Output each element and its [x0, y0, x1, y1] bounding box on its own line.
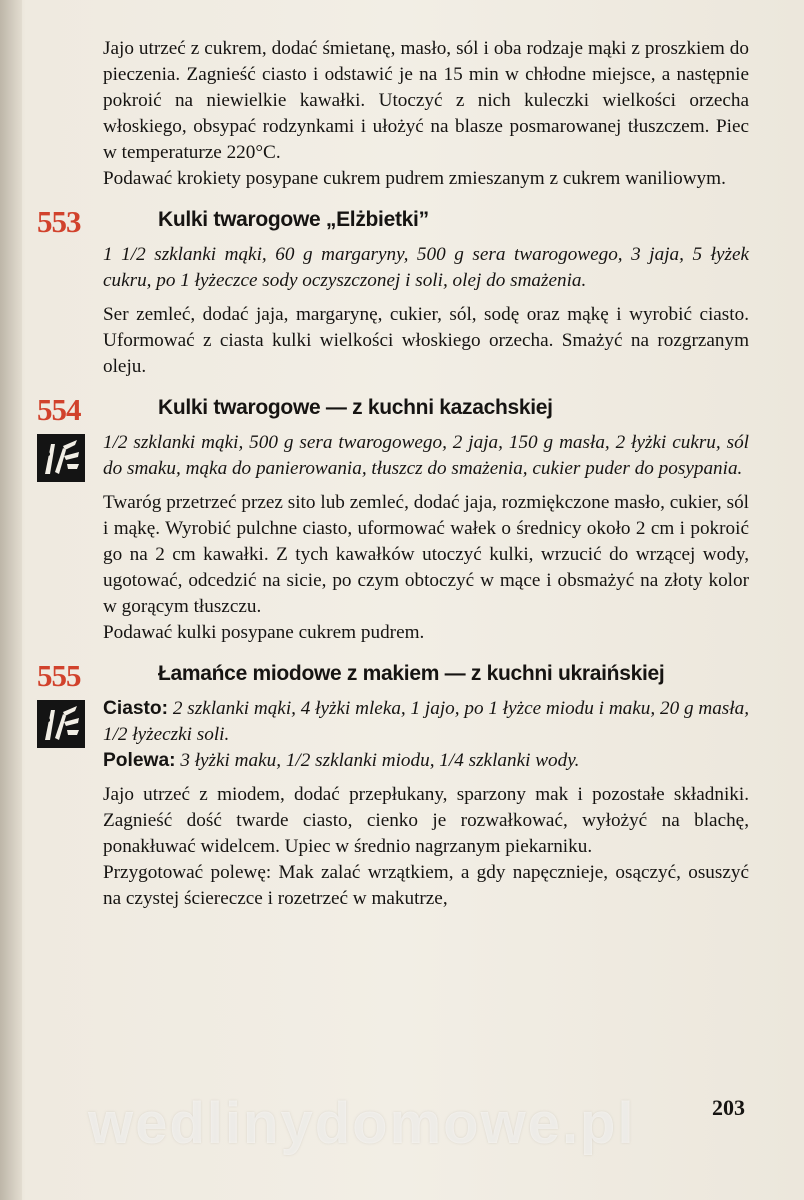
- recipe-serving: Podawać kulki posypane cukrem pudrem.: [103, 622, 425, 643]
- recipe-title: Łamańce miodowe z makiem — z kuchni ukraińskiej: [158, 662, 665, 685]
- recipe-number: 553: [37, 204, 81, 239]
- recipe-dough-ingredients: [103, 696, 749, 748]
- recipe-step: Jajo utrzeć z miodem, dodać przepłukany, sparzony mak i pozostałe składniki. Zagnieść dość twarde ciasto, cienko je rozwałkować, wyłożyć na blachę, ponakłuwać widelcem. Upiec w średnio nagrzanym piekarniku.: [103, 784, 749, 857]
- recipe-title: Kulki twarogowe „Elżbietki”: [158, 208, 429, 231]
- recipe-553: [37, 204, 749, 380]
- recipe-ingredients: 1 1/2 szklanki mąki, 60 g margaryny, 500 g sera twarogowego, 3 jaja, 5 łyżek cukru, po 1 łyżeczce sody oczyszczonej i soli, olej do smażenia.: [103, 244, 749, 291]
- recipe-title: Kulki twarogowe — z kuchni kazachskiej: [158, 396, 553, 419]
- recipe-ingredients: 1/2 szklanki mąki, 500 g sera twarogowego, 2 jaja, 150 g masła, 2 łyżki cukru, sól do smaku, mąka do panierowania, tłuszcz do smażenia, cukier puder do posypania.: [103, 432, 749, 479]
- page-number: 203: [712, 1095, 745, 1120]
- glaze-label: Polewa:: [103, 750, 176, 771]
- regional-cuisine-icon: [37, 700, 85, 748]
- recipe-555: [37, 658, 749, 912]
- page-content: [37, 36, 749, 912]
- recipe-header: [37, 658, 749, 696]
- recipe-step: Ser zemleć, dodać jaja, margarynę, cukier, sól, sodę oraz mąkę i wyrobić ciasto. Uformować z ciasta kulki wielkości włoskiego orzecha. Smażyć na rozgrzanym oleju.: [103, 304, 749, 377]
- recipe-step: Twaróg przetrzeć przez sito lub zemleć, dodać jaja, rozmiękczone masło, cukier, sól i mąkę. Wyrobić pulchne ciasto, uformować wałek o średnicy około 2 cm i pokroić go na 2 cm kawałki. Z tych kawałków utoczyć kulki, wrzucić do wrzącej wody, ugotować, odcedzić na sicie, po czym obtoczyć w mące i obsmażyć na złoty kolor w gorącym tłuszczu.: [103, 492, 749, 617]
- recipe-header: [37, 204, 749, 242]
- glaze-list: 3 łyżki maku, 1/2 szklanki miodu, 1/4 szklanki wody.: [180, 750, 580, 771]
- recipe-number: 554: [37, 392, 81, 427]
- dough-list: 2 szklanki mąki, 4 łyżki mleka, 1 jajo, po 1 łyżce miodu i maku, 20 g masła, 1/2 łyżeczki soli.: [103, 698, 749, 745]
- watermark: wedlinydomowe.pl: [88, 1091, 636, 1156]
- recipe-header: [37, 392, 749, 430]
- regional-cuisine-icon: [37, 434, 85, 482]
- recipe-number: 555: [37, 658, 81, 693]
- recipe-glaze-ingredients: [103, 748, 749, 774]
- recipe-step: Przygotować polewę: Mak zalać wrzątkiem, a gdy napęcznieje, osączyć, osuszyć na czystej ściereczce i rozetrzeć w makutrze,: [103, 862, 749, 909]
- page-spine-shadow: [0, 0, 22, 1200]
- intro-paragraph: Jajo utrzeć z cukrem, dodać śmietanę, masło, sól i oba rodzaje mąki z proszkiem do pieczenia. Zagnieść ciasto i odstawić je na 15 min w chłodne miejsce, a następnie pokroić na niewielkie kawałki. Utoczyć z nich kuleczki wielkości orzecha włoskiego, obsypać rodzynkami i ułożyć na blasze posmarowanej tłuszczem. Piec w temperaturze 220°C.: [103, 38, 749, 163]
- recipe-554: [37, 392, 749, 646]
- dough-label: Ciasto:: [103, 698, 169, 719]
- intro-serving-paragraph: Podawać krokiety posypane cukrem pudrem zmieszanym z cukrem waniliowym.: [103, 168, 726, 189]
